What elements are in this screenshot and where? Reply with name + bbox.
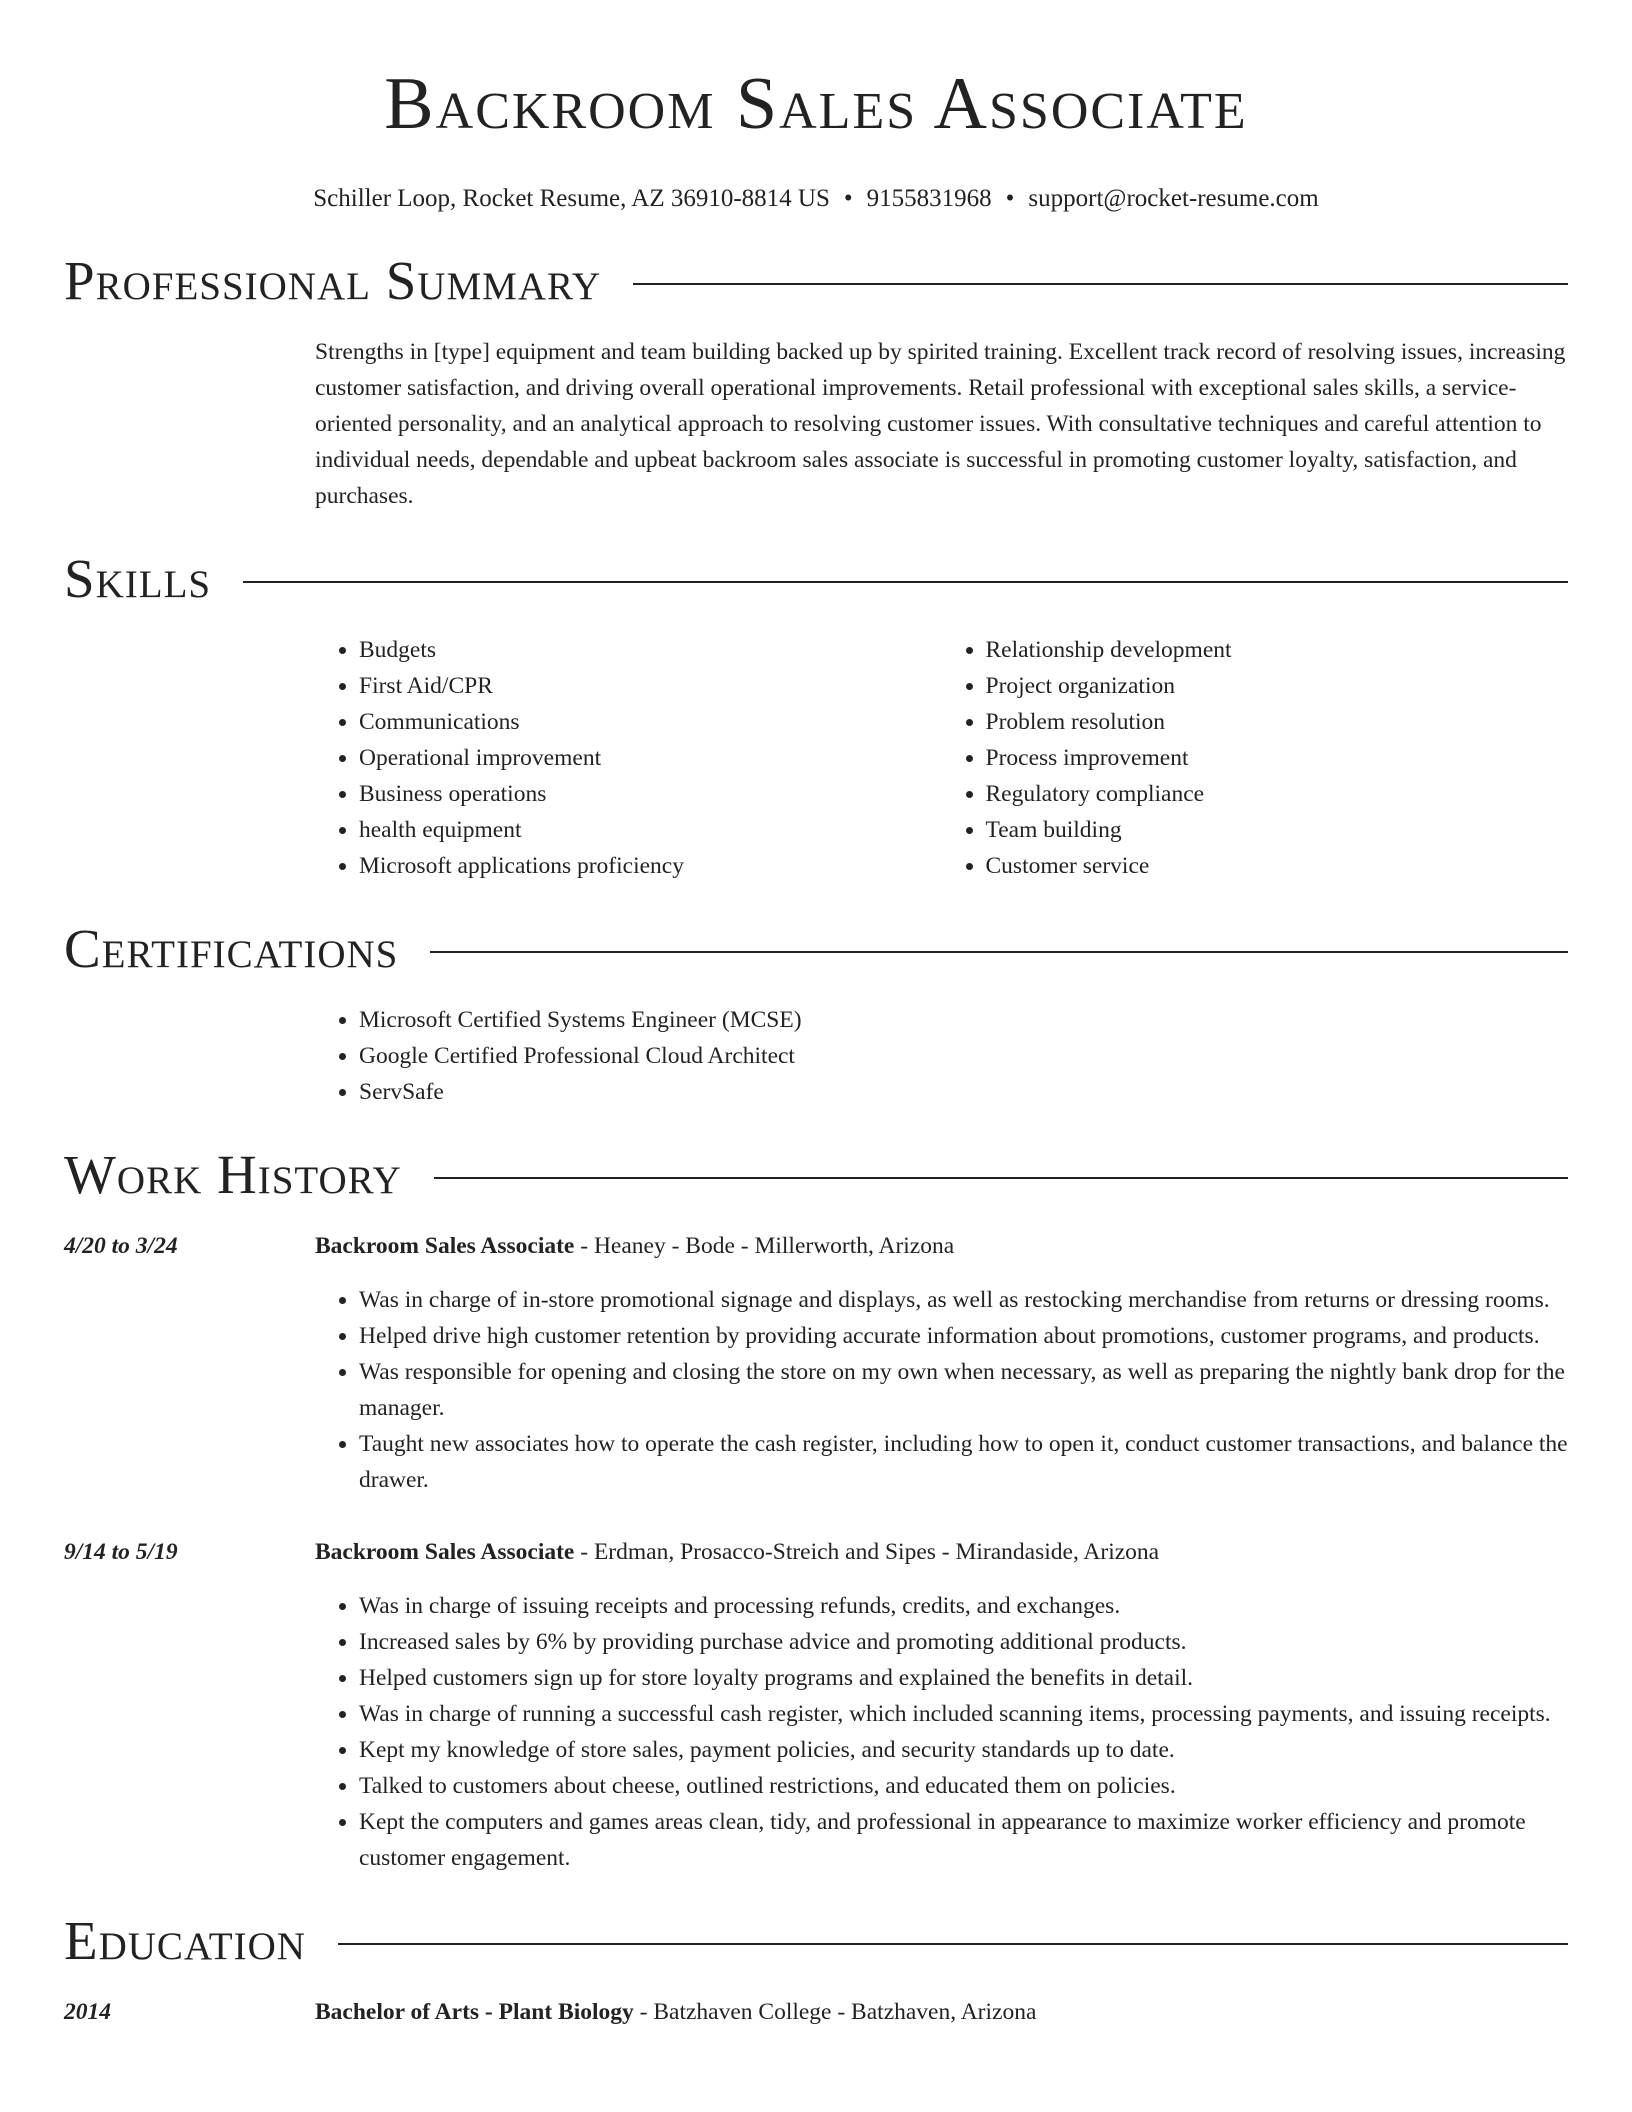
education-line xyxy=(315,1994,1568,2030)
job-employer: - Heaney - Bode - Millerworth, Arizona xyxy=(574,1233,955,1259)
job-bullets xyxy=(315,1588,1568,1876)
skill-item: • Regulatory compliance xyxy=(986,776,1569,812)
job-bullet: • Kept my knowledge of store sales, payment policies, and security standards up to date. xyxy=(359,1732,1568,1768)
education-section-header xyxy=(64,1906,1568,1976)
education-body xyxy=(315,1994,1568,2030)
certification-item: • Microsoft Certified Systems Engineer (MCSE) xyxy=(359,1002,1568,1038)
education-year: 2014 xyxy=(64,1999,111,2025)
section-divider xyxy=(430,951,1568,953)
job-employer: - Erdman, Prosacco-Streich and Sipes - Mirandaside, Arizona xyxy=(574,1539,1160,1565)
job-bullet: • Was in charge of in-store promotional signage and displays, as well as restocking merchandise from returns or dressing rooms. xyxy=(359,1282,1568,1318)
section-title-skills: Skills xyxy=(64,548,212,609)
section-divider xyxy=(633,283,1568,285)
certifications-section-header xyxy=(64,914,1568,984)
job-title: Backroom Sales Associate xyxy=(315,1233,575,1259)
skill-item: • health equipment xyxy=(359,812,942,848)
job-bullet: • Was in charge of running a successful cash register, which included scanning items, processing payments, and issuing receipts. xyxy=(359,1696,1568,1732)
skills-section-header xyxy=(64,544,1568,614)
email-link[interactable]: support@rocket-resume.com xyxy=(1028,185,1319,212)
summary-text: Strengths in [type] equipment and team building backed up by spirited training. Excellent track record of resolving issues, increasing customer satisfaction, and driving overall operational improvements. Retail professional with exceptional sales skills, a service-oriented personality, and an analytical approach to resolving customer issues. With consultative techniques and careful attention to individual needs, dependable and upbeat backroom sales associate is successful in promoting customer loyalty, satisfaction, and purchases. xyxy=(315,339,1566,509)
job-body xyxy=(315,1228,1568,1498)
section-title-education: Education xyxy=(64,1910,306,1971)
job-entry xyxy=(64,1228,1568,1498)
certification-item: • ServSafe xyxy=(359,1074,1568,1110)
certification-item: • Google Certified Professional Cloud Architect xyxy=(359,1038,1568,1074)
section-title-summary: Professional Summary xyxy=(64,250,602,311)
job-entry xyxy=(64,1534,1568,1876)
candidate-name: Backroom Sales Associate xyxy=(384,63,1248,145)
job-bullet: • Taught new associates how to operate the cash register, including how to open it, conduct customer transactions, and balance the drawer. xyxy=(359,1426,1568,1498)
education-school: - Batzhaven College - Batzhaven, Arizona xyxy=(633,1999,1037,2025)
job-bullet: • Was responsible for opening and closing the store on my own when necessary, as well as preparing the nightly bank drop for the manager. xyxy=(359,1354,1568,1426)
job-bullet: • Increased sales by 6% by providing purchase advice and promoting additional products. xyxy=(359,1624,1568,1660)
contact-line xyxy=(64,182,1568,216)
skill-item: • Relationship development xyxy=(986,632,1569,668)
skills-content xyxy=(315,632,1568,884)
section-divider xyxy=(243,581,1568,583)
skill-item: • Business operations xyxy=(359,776,942,812)
job-bullet: • Helped drive high customer retention by providing accurate information about promotions, customer programs, and products. xyxy=(359,1318,1568,1354)
skill-item: • Budgets xyxy=(359,632,942,668)
education-entry xyxy=(64,1994,1568,2030)
job-bullet: • Helped customers sign up for store loyalty programs and explained the benefits in detail. xyxy=(359,1660,1568,1696)
job-bullet: • Was in charge of issuing receipts and processing refunds, credits, and exchanges. xyxy=(359,1588,1568,1624)
skills-list-right xyxy=(942,632,1569,884)
separator: • xyxy=(843,185,853,212)
job-title-line xyxy=(315,1534,1568,1570)
skill-item: • Customer service xyxy=(986,848,1569,884)
certifications-content xyxy=(315,1002,1568,1110)
separator: • xyxy=(1005,185,1015,212)
skills-list-left xyxy=(315,632,942,884)
skill-item: • Project organization xyxy=(986,668,1569,704)
skill-item: • Microsoft applications proficiency xyxy=(359,848,942,884)
skill-item: • Communications xyxy=(359,704,942,740)
skill-item: • First Aid/CPR xyxy=(359,668,942,704)
education-degree: Bachelor of Arts - Plant Biology xyxy=(315,1999,634,2025)
job-title: Backroom Sales Associate xyxy=(315,1539,575,1565)
work-history-section-header xyxy=(64,1140,1568,1210)
address: Schiller Loop, Rocket Resume, AZ 36910-8814 US xyxy=(313,185,830,212)
phone: 9155831968 xyxy=(866,185,992,212)
skill-item: • Team building xyxy=(986,812,1569,848)
job-bullets xyxy=(315,1282,1568,1498)
skill-item: • Operational improvement xyxy=(359,740,942,776)
section-title-work-history: Work History xyxy=(64,1144,402,1205)
skill-item: • Process improvement xyxy=(986,740,1569,776)
job-body xyxy=(315,1534,1568,1876)
job-bullet: • Talked to customers about cheese, outlined restrictions, and educated them on policies. xyxy=(359,1768,1568,1804)
summary-content xyxy=(315,334,1568,514)
summary-section-header xyxy=(64,246,1568,316)
section-title-certifications: Certifications xyxy=(64,918,399,979)
job-title-line xyxy=(315,1228,1568,1264)
section-divider xyxy=(338,1943,1568,1945)
section-divider xyxy=(434,1177,1568,1179)
certifications-list xyxy=(315,1002,1568,1110)
job-dates: 9/14 to 5/19 xyxy=(64,1539,178,1565)
job-dates: 4/20 to 3/24 xyxy=(64,1233,178,1259)
job-bullet: • Kept the computers and games areas clean, tidy, and professional in appearance to maximize worker efficiency and promote customer engagement. xyxy=(359,1804,1568,1876)
skill-item: • Problem resolution xyxy=(986,704,1569,740)
